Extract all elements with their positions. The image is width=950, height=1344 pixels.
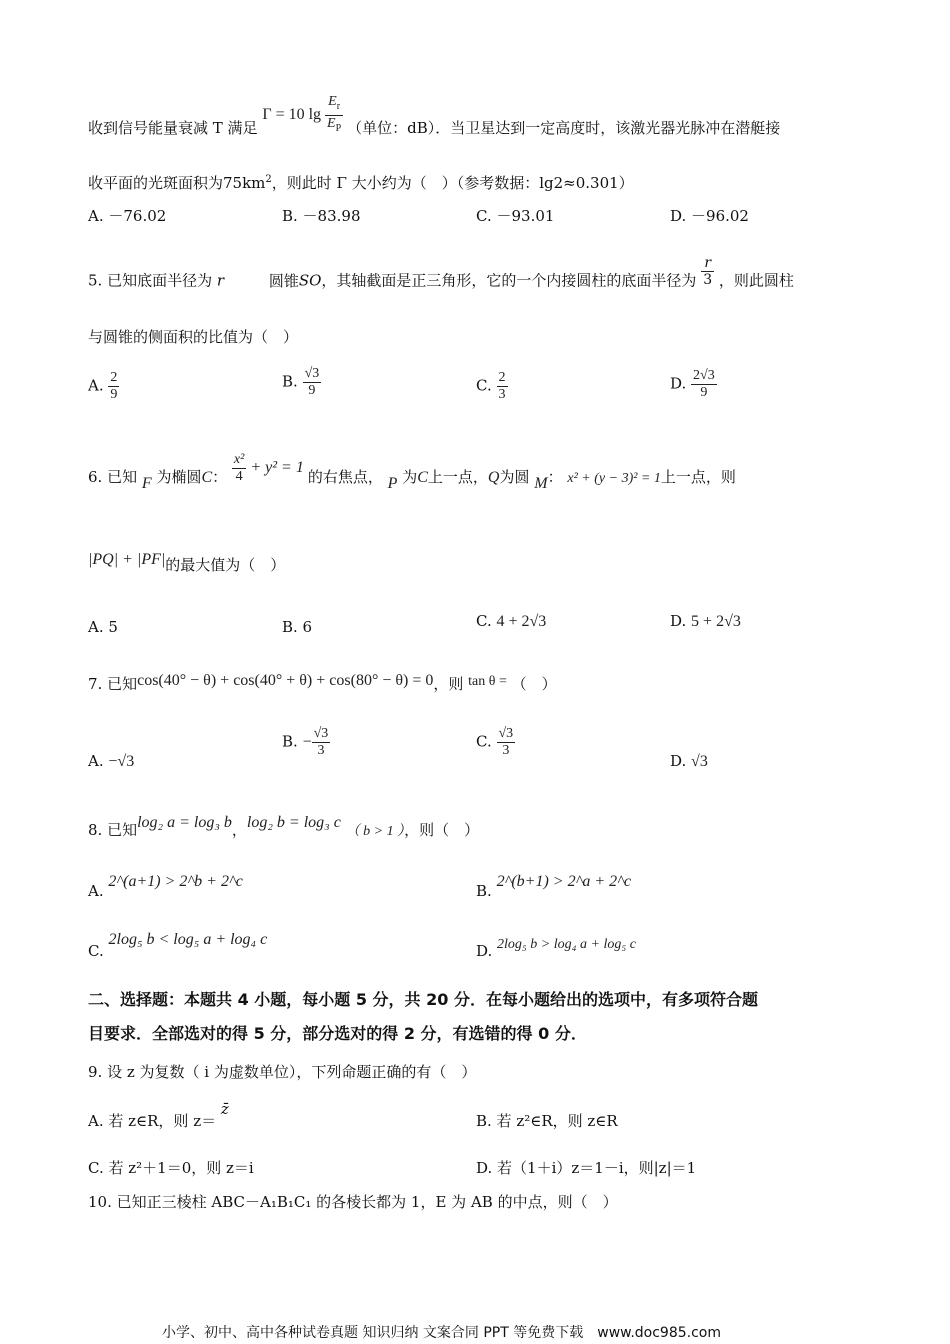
q8-expr1: log₂ a = log₃ b	[137, 814, 232, 831]
q4-line1	[88, 94, 880, 151]
q6-ell-rest: + y² = 1	[250, 459, 304, 477]
q4-frac-num: E	[328, 94, 337, 109]
footer-text: 小学、初中、高中各种试卷真题 知识归纳 文案合同 PPT 等免费下载	[162, 1325, 584, 1341]
q7-option-a	[88, 752, 134, 771]
q7-opt-c-frac	[497, 726, 516, 759]
q4-option-c: C. －93.01	[476, 207, 555, 225]
q8-opt-a-label: A.	[88, 882, 104, 900]
section2-header-line2: 目要求．全部选对的得 5 分，部分选对的得 2 分，有选错的得 0 分．	[88, 1024, 587, 1043]
q10-line1: 10. 已知正三棱柱 ABC－A₁B₁C₁ 的各棱长都为 1，E 为 AB 的中点，则（ ）	[88, 1193, 618, 1211]
q7-opt-b-sign: −	[302, 733, 312, 751]
q8-option-d	[476, 934, 636, 960]
q6-line2	[88, 551, 880, 576]
q7-opt-b-frac	[312, 726, 331, 759]
q7-option-d	[670, 752, 708, 771]
q5-opt-d-num: 2√3	[693, 368, 715, 383]
q6-ell-num: x²	[233, 452, 245, 467]
q9-option-c: C. 若 z²＋1＝0，则 z＝i	[88, 1159, 254, 1177]
q7-text-c: （ ）	[511, 675, 557, 693]
q5-frac-den: 3	[703, 272, 713, 288]
q5-r: r	[216, 271, 225, 290]
q8-opt-d-label: D.	[476, 942, 493, 960]
q4-text-b: （单位：dB）．当卫星达到一定高度时，该激光器光脉冲在潜艇接	[347, 118, 781, 137]
q5-opt-b-label: B.	[282, 372, 298, 391]
q8-opt-c-label: C.	[88, 942, 104, 960]
q5-opt-c-den: 3	[498, 387, 506, 402]
q7-opt-c-den: 3	[502, 743, 510, 758]
q5-opt-d-label: D.	[670, 374, 687, 393]
q6-opt-d-expr: 5 + 2√3	[691, 613, 741, 630]
q4-frac-num-sub: r	[336, 100, 341, 112]
q7-opt-a-label: A.	[88, 752, 104, 770]
q6-C2: C	[417, 469, 428, 487]
q7-opt-d-label: D.	[670, 752, 687, 770]
q5-line2: 与圆锥的侧面积的比值为（ ）	[88, 328, 299, 346]
q6-ellipse-frac	[232, 452, 246, 485]
q8-option-b	[476, 872, 631, 900]
q4-option-a: A. －76.02	[88, 207, 167, 225]
q4-formula-frac	[325, 94, 343, 137]
q6-text-d: 为	[402, 468, 418, 487]
q4-line2	[88, 170, 880, 193]
q5-opt-c-num: 2	[498, 370, 506, 385]
q6-option-c	[476, 612, 546, 631]
q7-option-c	[476, 726, 515, 759]
q7-opt-a-expr: −√3	[108, 753, 135, 770]
q8-line1	[88, 814, 880, 842]
q9-opt-a-zbar: z̄	[220, 1100, 229, 1118]
q5-text-a: 5. 已知底面半径为	[88, 271, 213, 290]
q4-formula	[262, 94, 347, 134]
q5-opt-d-frac	[691, 368, 717, 401]
q8-option-a	[88, 872, 243, 900]
q7-tan: tan θ =	[468, 674, 507, 689]
q5-opt-c-label: C.	[476, 376, 492, 395]
q7-opt-c-num: √3	[498, 726, 514, 741]
q6-P: P	[387, 475, 398, 493]
q8-opt-b-label: B.	[476, 882, 492, 900]
q5-opt-a-frac	[108, 370, 119, 403]
q6-colon: ：	[212, 468, 228, 487]
q8-text-b: ，则（ ）	[404, 821, 480, 839]
q7-opt-b-label: B.	[282, 732, 298, 751]
q5-text-b: 圆锥	[268, 271, 299, 290]
q5-opt-a-num: 2	[110, 370, 118, 385]
q8-option-c	[88, 930, 268, 960]
q7-text-b: ，则	[433, 675, 464, 693]
q6-text-f: 为圆	[499, 468, 530, 487]
q7-opt-b-den: 3	[317, 743, 325, 758]
q6-line1	[88, 452, 880, 495]
q8-comma: ，	[231, 821, 247, 839]
q4-line2-a: 收平面的光斑面积为75km	[88, 174, 266, 192]
q6-text-h: 的最大值为（ ）	[165, 556, 286, 574]
q7-opt-d-expr: √3	[691, 753, 708, 770]
q5-text-d: ，则此圆柱	[718, 271, 794, 290]
q4-frac-den: E	[327, 115, 336, 131]
q6-text-g: 上一点，则	[660, 468, 736, 487]
footer-site-link[interactable]: www.doc985.com	[597, 1325, 721, 1341]
q7-line1	[88, 674, 880, 696]
q8-expr2: log₂ b = log₃ c	[246, 814, 341, 831]
q7-text-a: 7. 已知	[88, 675, 138, 693]
q8-opt-a-expr: 2^(a+1) > 2^b + 2^c	[108, 873, 243, 890]
q5-opt-a-label: A.	[88, 376, 104, 395]
q6-ellipse	[232, 452, 308, 484]
q5-text-c: ，其轴截面是正三角形，它的一个内接圆柱的底面半径为	[321, 271, 697, 290]
q7-expr: cos(40° − θ) + cos(40° + θ) + cos(80° − θ) = 0	[137, 672, 434, 689]
page-footer	[162, 1322, 721, 1342]
q5-opt-b-den: 9	[308, 383, 316, 398]
q5-so: SO	[298, 271, 322, 290]
q9-option-d: D. 若（1＋i）z＝1－i，则|z|＝1	[476, 1159, 697, 1177]
q6-option-a: A. 5	[88, 618, 118, 636]
q6-option-d	[670, 612, 741, 631]
q5-option-a	[88, 370, 119, 403]
q9-option-b: B. 若 z²∈R，则 z∈R	[476, 1112, 618, 1130]
q7-option-b	[282, 726, 330, 759]
q5-opt-b-frac	[303, 366, 322, 399]
q8-opt-c-expr: 2log₅ b < log₅ a + log₄ c	[108, 931, 268, 948]
q6-text-b: 为椭圆	[156, 468, 202, 487]
q8-cond: （ b > 1 ）	[345, 824, 405, 839]
q6-expr: |PQ| + |PF|	[88, 551, 166, 568]
q5-opt-d-den: 9	[700, 385, 708, 400]
q6-circle: x² + (y − 3)² = 1	[567, 471, 661, 487]
q7-opt-c-label: C.	[476, 732, 492, 751]
q6-C: C	[201, 469, 213, 487]
q4-frac-den-sub: P	[335, 122, 342, 134]
q9-line1: 9. 设 z 为复数（ i 为虚数单位），下列命题正确的有（ ）	[88, 1063, 477, 1081]
q6-M: M	[534, 475, 548, 493]
q5-frac-num: r	[701, 255, 714, 272]
q5-option-b	[282, 366, 321, 399]
q6-text-a: 6. 已知	[88, 468, 138, 487]
q4-line2-b: ，则此时 Γ 大小约为（ ）（参考数据：lg2≈0.301）	[271, 174, 634, 192]
q6-F: F	[141, 475, 152, 493]
q8-opt-d-expr: 2log₅ b > log₄ a + log₅ c	[497, 937, 636, 952]
q6-Q: Q	[487, 469, 500, 487]
q5-opt-b-num: √3	[304, 366, 320, 381]
q6-text-c: 的右焦点，	[307, 468, 383, 487]
q8-opt-b-expr: 2^(b+1) > 2^a + 2^c	[496, 873, 631, 890]
section2-header-line1: 二、选择题：本题共 4 小题，每小题 5 分，共 20 分．在每小题给出的选项中，有多项符合题	[88, 990, 758, 1009]
q5-line1	[88, 255, 880, 298]
q5-option-d	[670, 368, 717, 401]
q6-opt-c-expr: 4 + 2√3	[496, 613, 547, 630]
q6-opt-c-label: C.	[476, 612, 492, 630]
q9-opt-a-text: A. 若 z∈R，则 z＝	[88, 1112, 217, 1130]
q8-text-a: 8. 已知	[88, 821, 138, 839]
q5-option-c	[476, 370, 508, 403]
q6-text-e: 上一点，	[427, 468, 488, 487]
q6-opt-d-label: D.	[670, 612, 687, 630]
q4-option-d: D. －96.02	[670, 207, 749, 225]
q4-formula-lhs: Γ = 10 lg	[262, 105, 322, 123]
q4-text-a: 收到信号能量衰减 T 满足	[88, 118, 258, 137]
q5-frac	[701, 255, 714, 288]
q5-opt-c-frac	[497, 370, 508, 403]
q9-option-a	[88, 1100, 229, 1131]
q7-opt-b-num: √3	[313, 726, 329, 741]
q4-option-b: B. －83.98	[282, 207, 361, 225]
q4-line2-sup: 2	[265, 174, 272, 185]
q5-opt-a-den: 9	[110, 387, 118, 402]
q6-option-b: B. 6	[282, 618, 313, 636]
q6-colon2: ：	[547, 468, 563, 487]
q6-ell-den: 4	[235, 469, 243, 484]
